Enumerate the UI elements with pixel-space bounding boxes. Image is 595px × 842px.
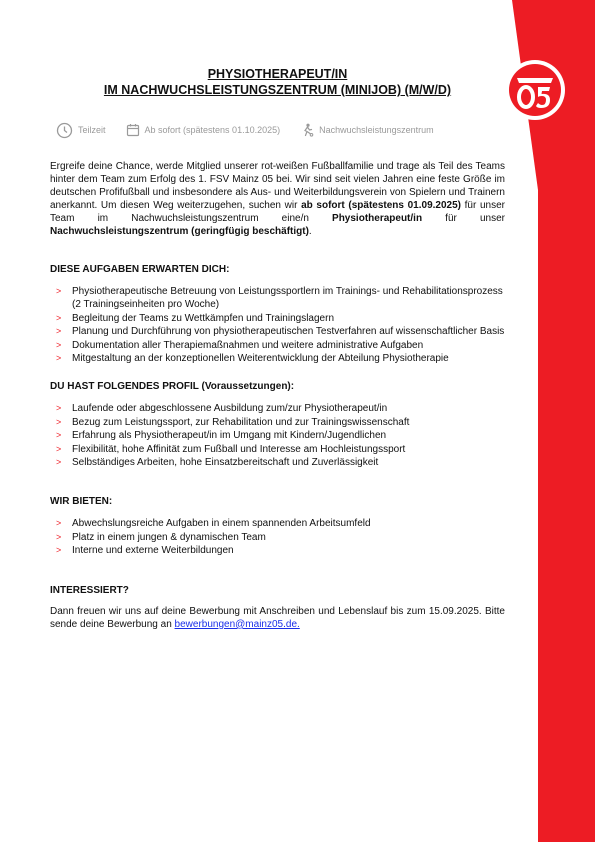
list-item-text: Physiotherapeutische Betreuung von Leistungssportlern im Trainings- und Rehabilitationsprozess (2 Trainingseinheiten pro Woche) bbox=[72, 286, 503, 311]
section-profile bbox=[50, 380, 505, 469]
list-item-text: Dokumentation aller Therapiemaßnahmen und weitere administrative Aufgaben bbox=[72, 339, 424, 351]
list-item-text: Planung und Durchführung von physiotherapeutischen Testverfahren auf wissenschaftlicher Basis bbox=[72, 326, 505, 338]
bullet-arrow-icon: > bbox=[56, 545, 62, 556]
job-meta-row bbox=[56, 121, 454, 139]
meta-employment-type bbox=[56, 122, 106, 139]
section-profile-heading: DU HAST FOLGENDES PROFIL (Voraussetzungen): bbox=[50, 381, 295, 393]
intro-text-1: Ergreife deine Chance, werde Mitglied unserer rot-weißen Fußballfamilie und trage als Teil des Teams hinter dem Team zum Erfolg des 1. FSV Mainz 05 bei. Wir sind seit vielen Jahren eine feste Größe im deutschen Profifußball und insbesondere als Aus- und Weiterbildungsverein von Spielern und Trainern anerkannt. Um diesen Weg weiterzugehen, suchen wir bbox=[50, 161, 505, 211]
intro-text-4: . bbox=[308, 226, 312, 237]
job-title-line2: IM NACHWUCHSLEISTUNGSZENTRUM (MINIJOB) (M/W/D) bbox=[103, 83, 452, 97]
football-player-icon bbox=[300, 123, 314, 137]
right-red-band bbox=[538, 0, 595, 842]
list-item-text: Begleitung der Teams zu Wettkämpfen und Trainingslagern bbox=[72, 312, 335, 324]
job-description bbox=[50, 160, 505, 641]
list-item bbox=[50, 402, 505, 415]
list-item bbox=[50, 429, 505, 442]
bullet-arrow-icon: > bbox=[56, 353, 62, 364]
list-item bbox=[50, 517, 505, 530]
list-item-text: Abwechslungsreiche Aufgaben in einem spannenden Arbeitsumfeld bbox=[72, 518, 371, 530]
intro-paragraph bbox=[50, 160, 505, 238]
bullet-arrow-icon: > bbox=[56, 312, 62, 323]
intro-position: Physiotherapeut/in bbox=[332, 213, 423, 224]
calendar-icon bbox=[126, 123, 140, 137]
list-item-text: Platz in einem jungen & dynamischen Team bbox=[72, 531, 266, 543]
list-item bbox=[50, 443, 505, 456]
list-item-text: Bezug zum Leistungssport, zur Rehabilitation und zur Trainingswissenschaft bbox=[72, 416, 410, 428]
section-contact-heading: INTERESSIERT? bbox=[50, 584, 129, 596]
meta-department-label: Nachwuchsleistungszentrum bbox=[319, 125, 434, 135]
meta-employment-type-label: Teilzeit bbox=[78, 125, 106, 135]
profile-list bbox=[50, 402, 505, 469]
list-item bbox=[50, 531, 505, 544]
offer-list bbox=[50, 517, 505, 557]
job-title-line1: PHYSIOTHERAPEUT/IN bbox=[207, 67, 348, 81]
list-item bbox=[50, 456, 505, 469]
list-item-text: Selbständiges Arbeiten, hohe Einsatzbereitschaft und Zuverlässigkeit bbox=[72, 457, 379, 469]
list-item bbox=[50, 285, 505, 312]
contact-paragraph bbox=[50, 605, 505, 631]
intro-start-date: ab sofort (spätestens 01.09.2025) bbox=[301, 200, 461, 211]
bullet-arrow-icon: > bbox=[56, 339, 62, 350]
meta-start-date bbox=[126, 123, 281, 137]
intro-text-3: für unser bbox=[422, 213, 505, 224]
list-item bbox=[50, 416, 505, 429]
list-item bbox=[50, 312, 505, 325]
application-email-link[interactable]: bewerbungen@mainz05.de. bbox=[174, 618, 300, 630]
meta-start-date-label: Ab sofort (spätestens 01.10.2025) bbox=[144, 125, 281, 135]
bullet-arrow-icon: > bbox=[56, 286, 62, 296]
meta-department bbox=[300, 123, 434, 137]
bullet-arrow-icon: > bbox=[56, 326, 62, 337]
section-contact bbox=[50, 584, 505, 631]
bullet-arrow-icon: > bbox=[56, 531, 62, 542]
bullet-arrow-icon: > bbox=[56, 518, 62, 529]
intro-text-2: für unser Team im Nachwuchsleistungszentrum eine/n bbox=[50, 200, 505, 224]
section-tasks bbox=[50, 263, 505, 365]
list-item-text: Erfahrung als Physiotherapeut/in im Umgang mit Kindern/Jugendlichen bbox=[72, 430, 387, 442]
list-item bbox=[50, 339, 505, 352]
section-offer bbox=[50, 495, 505, 557]
list-item-text: Laufende oder abgeschlossene Ausbildung zum/zur Physiotherapeut/in bbox=[72, 403, 388, 415]
intro-department: Nachwuchsleistungszentrum (geringfügig beschäftigt) bbox=[50, 226, 309, 237]
contact-text: Dann freuen wir uns auf deine Bewerbung mit Anschreiben und Lebenslauf bis zum 15.09.2025. Bitte sende deine Bewerbung an bbox=[50, 605, 505, 630]
bullet-arrow-icon: > bbox=[56, 430, 62, 441]
tasks-list bbox=[50, 285, 505, 365]
list-item-text: Flexibilität, hohe Affinität zum Fußball und Interesse am Hochleistungssport bbox=[72, 443, 406, 455]
list-item-text: Mitgestaltung an der konzeptionellen Weiterentwicklung der Abteilung Physiotherapie bbox=[72, 353, 449, 365]
bullet-arrow-icon: > bbox=[56, 457, 62, 468]
job-title bbox=[40, 66, 515, 98]
bullet-arrow-icon: > bbox=[56, 443, 62, 454]
list-item bbox=[50, 325, 505, 338]
list-item-text: Interne und externe Weiterbildungen bbox=[72, 545, 234, 557]
bullet-arrow-icon: > bbox=[56, 403, 62, 414]
section-tasks-heading: DIESE AUFGABEN ERWARTEN DICH: bbox=[50, 264, 230, 275]
section-offer-heading: WIR BIETEN: bbox=[50, 496, 113, 508]
clock-icon bbox=[56, 122, 73, 139]
bullet-arrow-icon: > bbox=[56, 416, 62, 427]
list-item bbox=[50, 352, 505, 365]
list-item bbox=[50, 544, 505, 557]
